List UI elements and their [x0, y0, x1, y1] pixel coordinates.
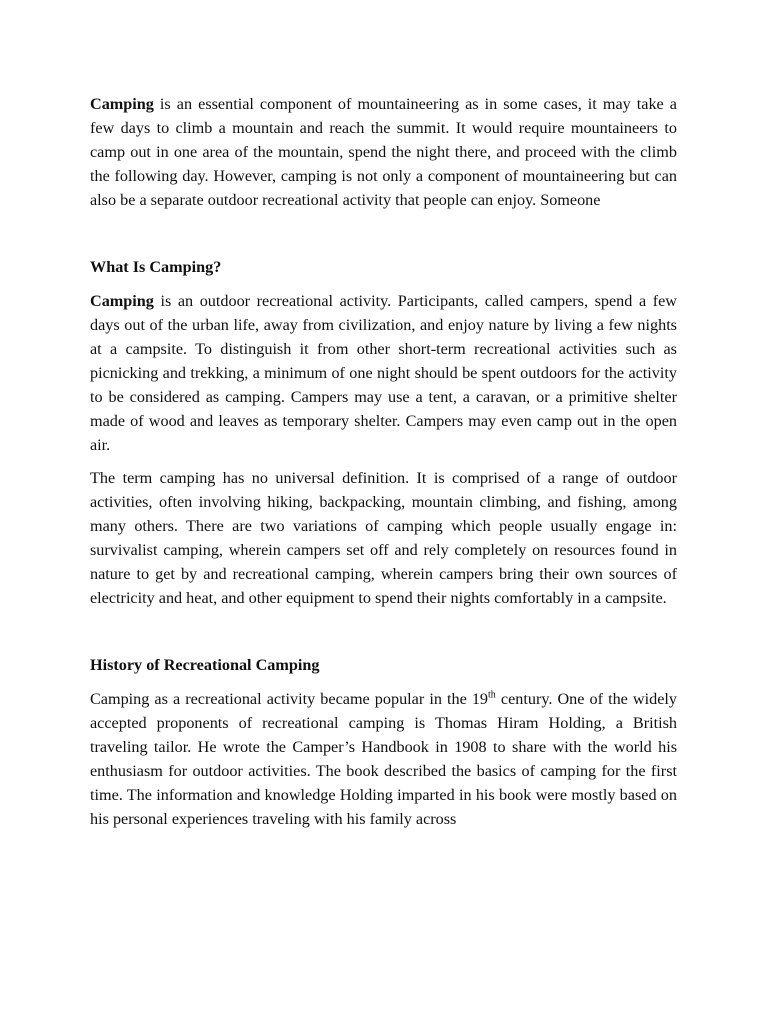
- section-spacer: [90, 610, 677, 653]
- history-superscript: th: [488, 689, 496, 701]
- history-paragraph-1: [90, 687, 677, 831]
- intro-bold-lead: Camping: [90, 95, 154, 113]
- paragraph-spacer: [90, 457, 677, 466]
- document-page: [90, 92, 677, 831]
- what-paragraph-1-text: is an outdoor recreational activity. Participants, called campers, spend a few days out of the urban life, away from civilization, and enjoy nature by living a few nights at a campsite. To distinguish it from other short-term recreational activities such as picnicking and trekking, a minimum of one night should be spent outdoors for the activity to be considered as camping. Campers may use a tent, a caravan, or a primitive shelter made of wood and leaves as temporary shelter. Campers may even camp out in the open air.: [90, 292, 677, 454]
- history-text-before-sup: Camping as a recreational activity became popular in the 19: [90, 690, 489, 708]
- section-spacer: [90, 212, 677, 255]
- heading-spacer: [90, 677, 677, 687]
- intro-paragraph: [90, 92, 677, 212]
- history-text-after-sup: century. One of the widely accepted proponents of recreational camping is Thomas Hiram Holding, a British traveling tailor. He wrote the Camper’s Handbook in 1908 to share with the world his enthusiasm for outdoor activities. The book described the basics of camping for the first time. The information and knowledge Holding imparted in his book were mostly based on his personal experiences traveling with his family across: [90, 690, 677, 828]
- what-paragraph-2: The term camping has no universal definition. It is comprised of a range of outdoor activities, often involving hiking, backpacking, mountain climbing, and fishing, among many others. There are two variations of camping which people usually engage in: survivalist camping, wherein campers set off and rely completely on resources found in nature to get by and recreational camping, wherein campers bring their own sources of electricity and heat, and other equipment to spend their nights comfortably in a campsite.: [90, 469, 677, 607]
- intro-text: is an essential component of mountaineering as in some cases, it may take a few days to climb a mountain and reach the summit. It would require mountaineers to camp out in one area of the mountain, spend the night there, and proceed with the climb the following day. However, camping is not only a component of mountaineering but can also be a separate outdoor recreational activity that people can enjoy. Someone: [90, 95, 677, 209]
- heading-history: History of Recreational Camping: [90, 656, 320, 674]
- heading-what-is-camping: What Is Camping?: [90, 258, 222, 276]
- what-bold-lead: Camping: [90, 292, 154, 310]
- heading-spacer: [90, 279, 677, 289]
- what-paragraph-1: [90, 289, 677, 457]
